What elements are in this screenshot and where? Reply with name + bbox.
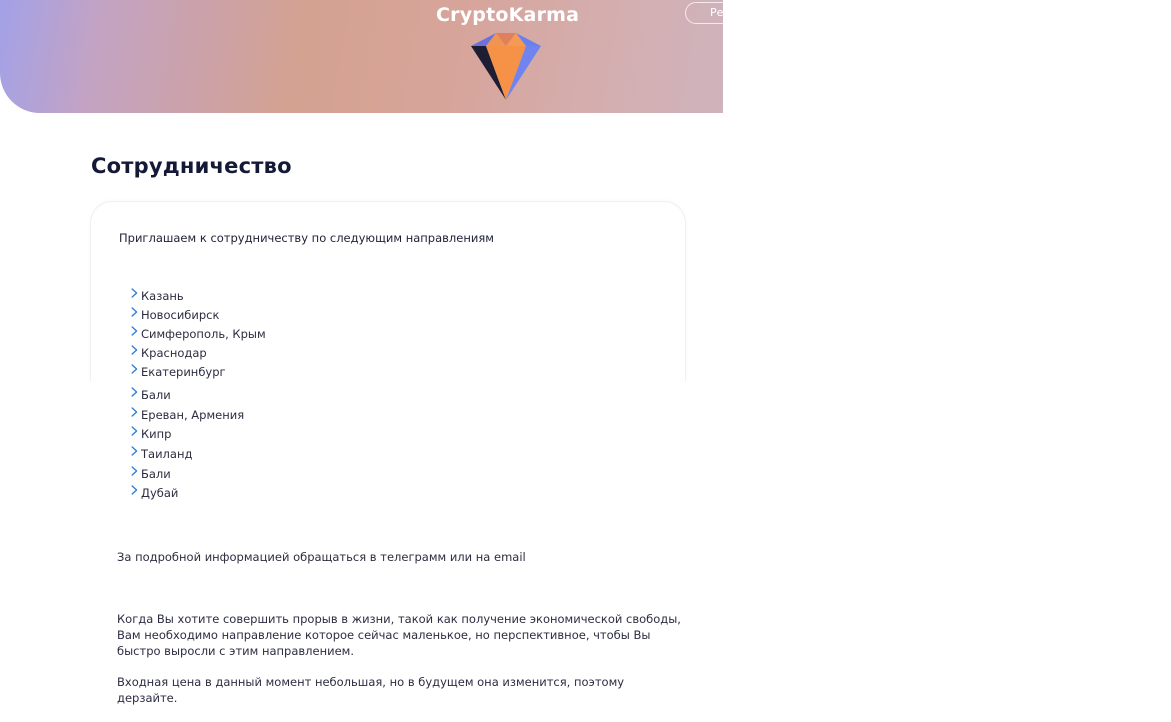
list-item <box>131 346 266 365</box>
chevron-right-icon <box>131 407 138 417</box>
list-item-label: Краснодар <box>141 346 207 361</box>
list-item <box>131 308 266 327</box>
list-item-label: Симферополь, Крым <box>141 327 266 342</box>
contact-info-text: За подробной информацией обращаться в телеграмм или на email <box>117 550 526 564</box>
list-item-label: Таиланд <box>141 447 193 462</box>
list-item-label: Казань <box>141 289 184 303</box>
list-item-label: Бали <box>141 466 171 481</box>
list-item <box>131 408 244 428</box>
chevron-right-icon <box>131 466 138 476</box>
header-banner <box>0 0 723 113</box>
header-cta-button[interactable]: Ре <box>685 2 723 24</box>
card-intro-text: Приглашаем к сотрудничеству по следующим направлениям <box>119 231 494 245</box>
list-item <box>131 447 244 467</box>
chevron-right-icon <box>131 387 138 397</box>
list-item <box>131 467 244 487</box>
locations-list-secondary <box>131 388 244 506</box>
chevron-right-icon <box>131 446 138 456</box>
list-item <box>131 289 266 308</box>
page-title: Сотрудничество <box>91 154 292 178</box>
list-item-label: Ереван, Армения <box>141 407 245 422</box>
list-item <box>131 327 266 346</box>
list-item-label: Бали <box>141 388 171 402</box>
price-paragraph: Входная цена в данный момент небольшая, но в будущем она изменится, поэтому дерзайте. <box>117 675 625 705</box>
list-item <box>131 486 244 506</box>
chevron-right-icon <box>131 307 138 317</box>
list-item-label: Дубай <box>141 486 179 501</box>
list-item-label: Кипр <box>141 427 172 442</box>
chevron-right-icon <box>131 326 138 336</box>
list-item-label: Новосибирск <box>141 308 220 323</box>
chevron-right-icon <box>131 288 138 298</box>
diamond-logo-icon[interactable] <box>470 29 542 101</box>
locations-list-primary <box>131 289 266 384</box>
chevron-right-icon <box>131 364 138 374</box>
list-item <box>131 427 244 447</box>
list-item <box>131 365 266 384</box>
logo-text[interactable]: CryptoKarma <box>436 4 580 26</box>
chevron-right-icon <box>131 426 138 436</box>
chevron-right-icon <box>131 345 138 355</box>
chevron-right-icon <box>131 485 138 495</box>
list-item-label: Екатеринбург <box>141 365 226 380</box>
list-item <box>131 388 244 408</box>
motivation-paragraph: Когда Вы хотите совершить прорыв в жизни, такой как получение экономической свободы, Вам необходимо направление которое сейчас маленькое, но перспективное, чтобы Вы быстро выросли с этим направлением. <box>117 612 681 658</box>
